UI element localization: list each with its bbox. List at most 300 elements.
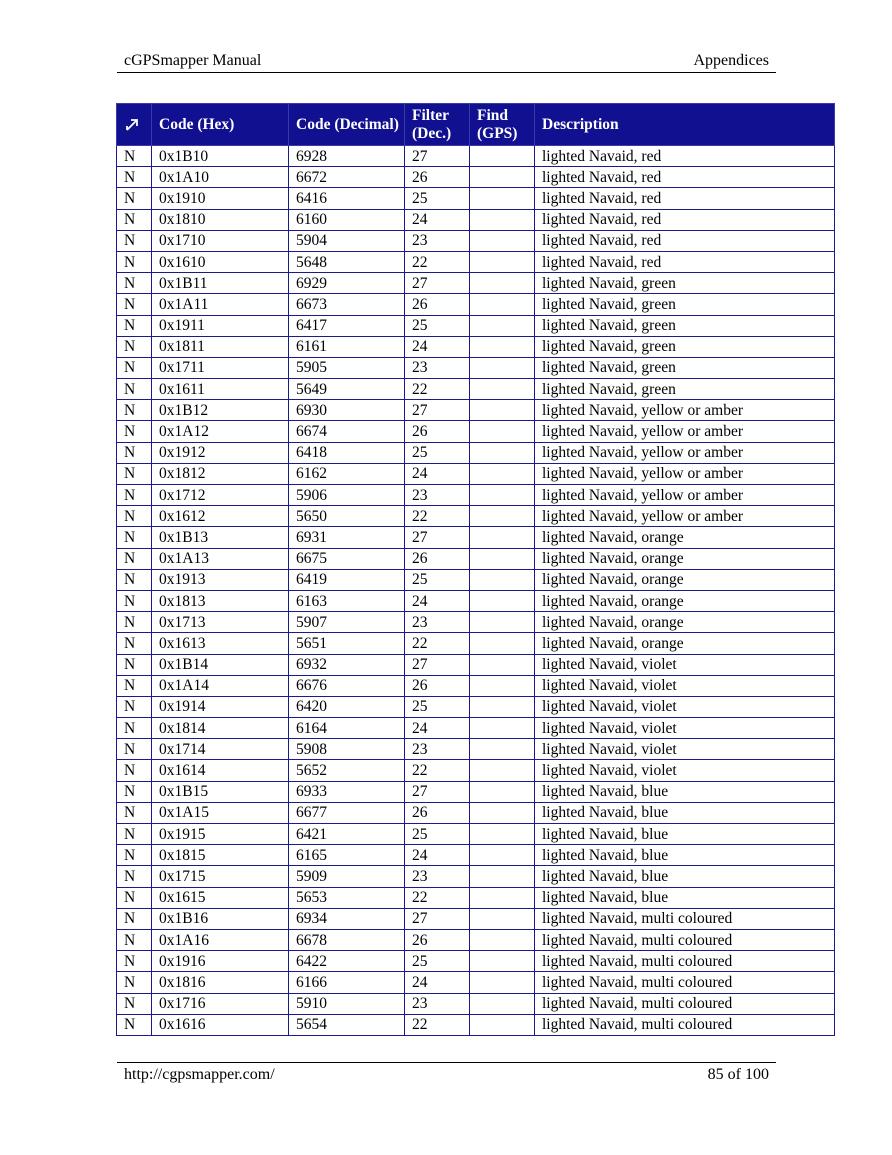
- find-cell: [470, 824, 535, 845]
- type-cell: N: [117, 273, 152, 294]
- filter-cell: 27: [405, 781, 470, 802]
- filter-cell: 27: [405, 908, 470, 929]
- description-cell: lighted Navaid, blue: [535, 802, 835, 823]
- code-hex-cell: 0x1612: [152, 506, 289, 527]
- type-cell: N: [117, 972, 152, 993]
- type-cell: N: [117, 209, 152, 230]
- find-cell: [470, 336, 535, 357]
- table-row: [117, 929, 835, 950]
- code-hex-cell: 0x1815: [152, 845, 289, 866]
- table-row: [117, 230, 835, 251]
- find-cell: [470, 760, 535, 781]
- description-cell: lighted Navaid, violet: [535, 654, 835, 675]
- type-cell: N: [117, 908, 152, 929]
- description-cell: lighted Navaid, red: [535, 188, 835, 209]
- type-cell: N: [117, 442, 152, 463]
- description-cell: lighted Navaid, orange: [535, 548, 835, 569]
- type-cell: N: [117, 887, 152, 908]
- code-decimal-cell: 6933: [289, 781, 405, 802]
- table-row: [117, 209, 835, 230]
- filter-cell: 23: [405, 485, 470, 506]
- code-decimal-cell: 6676: [289, 675, 405, 696]
- find-cell: [470, 506, 535, 527]
- table-row: [117, 1014, 835, 1035]
- table-row: [117, 485, 835, 506]
- find-cell: [470, 612, 535, 633]
- header-code-hex: Code (Hex): [152, 104, 289, 146]
- description-cell: lighted Navaid, violet: [535, 760, 835, 781]
- code-decimal-cell: 5650: [289, 506, 405, 527]
- find-cell: [470, 718, 535, 739]
- filter-cell: 25: [405, 951, 470, 972]
- table-row: [117, 654, 835, 675]
- find-cell: [470, 908, 535, 929]
- header-type-icon-cell: [117, 104, 152, 146]
- description-cell: lighted Navaid, yellow or amber: [535, 421, 835, 442]
- filter-cell: 22: [405, 887, 470, 908]
- filter-cell: 23: [405, 357, 470, 378]
- find-cell: [470, 929, 535, 950]
- filter-cell: 25: [405, 696, 470, 717]
- type-cell: N: [117, 336, 152, 357]
- code-decimal-cell: 6417: [289, 315, 405, 336]
- code-hex-cell: 0x1610: [152, 251, 289, 272]
- find-cell: [470, 548, 535, 569]
- find-cell: [470, 972, 535, 993]
- description-cell: lighted Navaid, yellow or amber: [535, 506, 835, 527]
- description-cell: lighted Navaid, multi coloured: [535, 1014, 835, 1035]
- code-hex-cell: 0x1B10: [152, 146, 289, 167]
- filter-cell: 26: [405, 802, 470, 823]
- description-cell: lighted Navaid, blue: [535, 824, 835, 845]
- type-cell: N: [117, 993, 152, 1014]
- filter-cell: 23: [405, 993, 470, 1014]
- code-decimal-cell: 6674: [289, 421, 405, 442]
- code-decimal-cell: 6162: [289, 463, 405, 484]
- description-cell: lighted Navaid, red: [535, 230, 835, 251]
- type-cell: N: [117, 167, 152, 188]
- code-hex-cell: 0x1913: [152, 569, 289, 590]
- table-row: [117, 781, 835, 802]
- code-decimal-cell: 6677: [289, 802, 405, 823]
- description-cell: lighted Navaid, multi coloured: [535, 972, 835, 993]
- header-description: Description: [535, 104, 835, 146]
- code-hex-cell: 0x1813: [152, 590, 289, 611]
- find-cell: [470, 379, 535, 400]
- description-cell: lighted Navaid, multi coloured: [535, 908, 835, 929]
- code-decimal-cell: 6931: [289, 527, 405, 548]
- code-hex-cell: 0x1A15: [152, 802, 289, 823]
- find-cell: [470, 1014, 535, 1035]
- table-row: [117, 760, 835, 781]
- code-hex-cell: 0x1B13: [152, 527, 289, 548]
- filter-cell: 25: [405, 824, 470, 845]
- type-cell: N: [117, 760, 152, 781]
- filter-cell: 25: [405, 315, 470, 336]
- find-cell: [470, 209, 535, 230]
- filter-cell: 27: [405, 146, 470, 167]
- find-cell: [470, 463, 535, 484]
- filter-cell: 23: [405, 230, 470, 251]
- find-cell: [470, 146, 535, 167]
- type-cell: N: [117, 315, 152, 336]
- code-hex-cell: 0x1A14: [152, 675, 289, 696]
- code-decimal-cell: 6930: [289, 400, 405, 421]
- type-cell: N: [117, 230, 152, 251]
- description-cell: lighted Navaid, violet: [535, 675, 835, 696]
- find-cell: [470, 993, 535, 1014]
- table-row: [117, 315, 835, 336]
- code-hex-cell: 0x1615: [152, 887, 289, 908]
- description-cell: lighted Navaid, red: [535, 146, 835, 167]
- description-cell: lighted Navaid, blue: [535, 845, 835, 866]
- type-cell: N: [117, 485, 152, 506]
- description-cell: lighted Navaid, green: [535, 336, 835, 357]
- filter-cell: 22: [405, 506, 470, 527]
- page-footer: [117, 1062, 776, 1083]
- type-cell: N: [117, 357, 152, 378]
- table-row: [117, 167, 835, 188]
- code-decimal-cell: 5652: [289, 760, 405, 781]
- type-cell: N: [117, 866, 152, 887]
- filter-cell: 22: [405, 633, 470, 654]
- code-hex-cell: 0x1811: [152, 336, 289, 357]
- table-row: [117, 675, 835, 696]
- code-decimal-cell: 5909: [289, 866, 405, 887]
- code-decimal-cell: 6416: [289, 188, 405, 209]
- type-cell: N: [117, 527, 152, 548]
- table-row: [117, 569, 835, 590]
- code-decimal-cell: 5907: [289, 612, 405, 633]
- code-hex-cell: 0x1B12: [152, 400, 289, 421]
- description-cell: lighted Navaid, yellow or amber: [535, 442, 835, 463]
- table-row: [117, 421, 835, 442]
- description-cell: lighted Navaid, yellow or amber: [535, 463, 835, 484]
- code-decimal-cell: 5904: [289, 230, 405, 251]
- header-code-decimal: Code (Decimal): [289, 104, 405, 146]
- code-hex-cell: 0x1915: [152, 824, 289, 845]
- code-decimal-cell: 6420: [289, 696, 405, 717]
- description-cell: lighted Navaid, green: [535, 357, 835, 378]
- code-hex-cell: 0x1A11: [152, 294, 289, 315]
- code-decimal-cell: 6928: [289, 146, 405, 167]
- find-cell: [470, 421, 535, 442]
- code-decimal-cell: 5654: [289, 1014, 405, 1035]
- table-row: [117, 824, 835, 845]
- type-cell: N: [117, 696, 152, 717]
- find-cell: [470, 273, 535, 294]
- find-cell: [470, 696, 535, 717]
- find-cell: [470, 442, 535, 463]
- code-decimal-cell: 5910: [289, 993, 405, 1014]
- code-hex-cell: 0x1B16: [152, 908, 289, 929]
- description-cell: lighted Navaid, orange: [535, 590, 835, 611]
- description-cell: lighted Navaid, multi coloured: [535, 951, 835, 972]
- table-row: [117, 379, 835, 400]
- code-decimal-cell: 6163: [289, 590, 405, 611]
- code-hex-cell: 0x1A16: [152, 929, 289, 950]
- find-cell: [470, 230, 535, 251]
- filter-cell: 26: [405, 929, 470, 950]
- filter-cell: 25: [405, 188, 470, 209]
- filter-cell: 26: [405, 294, 470, 315]
- table-header-row: [117, 104, 835, 146]
- find-cell: [470, 951, 535, 972]
- code-decimal-cell: 5653: [289, 887, 405, 908]
- code-hex-cell: 0x1812: [152, 463, 289, 484]
- filter-cell: 25: [405, 569, 470, 590]
- table-row: [117, 739, 835, 760]
- find-cell: [470, 569, 535, 590]
- description-cell: lighted Navaid, violet: [535, 696, 835, 717]
- type-cell: N: [117, 929, 152, 950]
- description-cell: lighted Navaid, violet: [535, 739, 835, 760]
- description-cell: lighted Navaid, orange: [535, 569, 835, 590]
- code-decimal-cell: 6165: [289, 845, 405, 866]
- filter-cell: 27: [405, 654, 470, 675]
- filter-cell: 25: [405, 442, 470, 463]
- code-hex-cell: 0x1A10: [152, 167, 289, 188]
- filter-cell: 23: [405, 612, 470, 633]
- diagonal-arrow-icon: [124, 117, 140, 133]
- type-cell: N: [117, 781, 152, 802]
- code-hex-cell: 0x1916: [152, 951, 289, 972]
- type-cell: N: [117, 294, 152, 315]
- table-row: [117, 463, 835, 484]
- code-decimal-cell: 6160: [289, 209, 405, 230]
- table-row: [117, 188, 835, 209]
- find-cell: [470, 590, 535, 611]
- find-cell: [470, 802, 535, 823]
- description-cell: lighted Navaid, green: [535, 315, 835, 336]
- table-row: [117, 400, 835, 421]
- type-cell: N: [117, 802, 152, 823]
- section-title: Appendices: [693, 52, 769, 69]
- description-cell: lighted Navaid, green: [535, 273, 835, 294]
- type-cell: N: [117, 506, 152, 527]
- table-row: [117, 251, 835, 272]
- footer-url: http://cgpsmapper.com/: [124, 1066, 275, 1083]
- description-cell: lighted Navaid, blue: [535, 866, 835, 887]
- filter-cell: 24: [405, 718, 470, 739]
- filter-cell: 27: [405, 273, 470, 294]
- find-cell: [470, 251, 535, 272]
- table-row: [117, 357, 835, 378]
- description-cell: lighted Navaid, orange: [535, 612, 835, 633]
- code-hex-cell: 0x1712: [152, 485, 289, 506]
- code-hex-cell: 0x1715: [152, 866, 289, 887]
- type-cell: N: [117, 146, 152, 167]
- code-hex-cell: 0x1713: [152, 612, 289, 633]
- description-cell: lighted Navaid, green: [535, 379, 835, 400]
- code-hex-cell: 0x1613: [152, 633, 289, 654]
- header-filter: Filter (Dec.): [405, 104, 470, 146]
- code-decimal-cell: 6934: [289, 908, 405, 929]
- table-row: [117, 273, 835, 294]
- code-hex-cell: 0x1A12: [152, 421, 289, 442]
- filter-cell: 24: [405, 590, 470, 611]
- filter-cell: 24: [405, 209, 470, 230]
- filter-cell: 24: [405, 463, 470, 484]
- find-cell: [470, 188, 535, 209]
- code-hex-cell: 0x1714: [152, 739, 289, 760]
- code-decimal-cell: 5905: [289, 357, 405, 378]
- type-cell: N: [117, 739, 152, 760]
- table-row: [117, 802, 835, 823]
- table-row: [117, 908, 835, 929]
- code-decimal-cell: 5649: [289, 379, 405, 400]
- code-hex-cell: 0x1810: [152, 209, 289, 230]
- filter-cell: 27: [405, 527, 470, 548]
- code-decimal-cell: 6932: [289, 654, 405, 675]
- table-row: [117, 612, 835, 633]
- code-decimal-cell: 5648: [289, 251, 405, 272]
- type-cell: N: [117, 251, 152, 272]
- type-cell: N: [117, 548, 152, 569]
- find-cell: [470, 887, 535, 908]
- filter-cell: 27: [405, 400, 470, 421]
- code-hex-cell: 0x1814: [152, 718, 289, 739]
- code-hex-cell: 0x1B11: [152, 273, 289, 294]
- table-row: [117, 696, 835, 717]
- table-row: [117, 548, 835, 569]
- code-hex-cell: 0x1B14: [152, 654, 289, 675]
- table-row: [117, 972, 835, 993]
- table-row: [117, 590, 835, 611]
- code-decimal-cell: 5651: [289, 633, 405, 654]
- table-row: [117, 442, 835, 463]
- table-row: [117, 951, 835, 972]
- find-cell: [470, 315, 535, 336]
- find-cell: [470, 485, 535, 506]
- filter-cell: 23: [405, 866, 470, 887]
- type-cell: N: [117, 675, 152, 696]
- code-hex-cell: 0x1910: [152, 188, 289, 209]
- table-row: [117, 336, 835, 357]
- table-row: [117, 718, 835, 739]
- type-cell: N: [117, 633, 152, 654]
- code-hex-cell: 0x1A13: [152, 548, 289, 569]
- code-hex-cell: 0x1614: [152, 760, 289, 781]
- code-hex-cell: 0x1911: [152, 315, 289, 336]
- filter-cell: 26: [405, 675, 470, 696]
- find-cell: [470, 781, 535, 802]
- table-row: [117, 993, 835, 1014]
- filter-cell: 24: [405, 336, 470, 357]
- table-row: [117, 845, 835, 866]
- code-decimal-cell: 6673: [289, 294, 405, 315]
- code-hex-cell: 0x1816: [152, 972, 289, 993]
- type-cell: N: [117, 421, 152, 442]
- type-cell: N: [117, 379, 152, 400]
- code-hex-cell: 0x1914: [152, 696, 289, 717]
- filter-cell: 22: [405, 760, 470, 781]
- code-decimal-cell: 6421: [289, 824, 405, 845]
- table-row: [117, 146, 835, 167]
- find-cell: [470, 167, 535, 188]
- filter-cell: 22: [405, 1014, 470, 1035]
- header-find: Find (GPS): [470, 104, 535, 146]
- type-cell: N: [117, 400, 152, 421]
- description-cell: lighted Navaid, blue: [535, 887, 835, 908]
- navaid-codes-table: [116, 103, 835, 1036]
- type-cell: N: [117, 569, 152, 590]
- code-decimal-cell: 6678: [289, 929, 405, 950]
- find-cell: [470, 654, 535, 675]
- code-hex-cell: 0x1611: [152, 379, 289, 400]
- filter-cell: 24: [405, 845, 470, 866]
- description-cell: lighted Navaid, orange: [535, 633, 835, 654]
- type-cell: N: [117, 463, 152, 484]
- description-cell: lighted Navaid, yellow or amber: [535, 485, 835, 506]
- type-cell: N: [117, 1014, 152, 1035]
- manual-title: cGPSmapper Manual: [124, 52, 262, 69]
- filter-cell: 24: [405, 972, 470, 993]
- code-decimal-cell: 6929: [289, 273, 405, 294]
- find-cell: [470, 739, 535, 760]
- type-cell: N: [117, 654, 152, 675]
- type-cell: N: [117, 824, 152, 845]
- type-cell: N: [117, 951, 152, 972]
- find-cell: [470, 400, 535, 421]
- code-decimal-cell: 6161: [289, 336, 405, 357]
- code-hex-cell: 0x1711: [152, 357, 289, 378]
- description-cell: lighted Navaid, red: [535, 167, 835, 188]
- code-hex-cell: 0x1716: [152, 993, 289, 1014]
- find-cell: [470, 675, 535, 696]
- type-cell: N: [117, 845, 152, 866]
- description-cell: lighted Navaid, yellow or amber: [535, 400, 835, 421]
- filter-cell: 26: [405, 167, 470, 188]
- table-row: [117, 887, 835, 908]
- code-hex-cell: 0x1710: [152, 230, 289, 251]
- code-decimal-cell: 6418: [289, 442, 405, 463]
- code-decimal-cell: 6672: [289, 167, 405, 188]
- filter-cell: 22: [405, 379, 470, 400]
- description-cell: lighted Navaid, multi coloured: [535, 993, 835, 1014]
- code-decimal-cell: 5906: [289, 485, 405, 506]
- find-cell: [470, 866, 535, 887]
- table-row: [117, 866, 835, 887]
- description-cell: lighted Navaid, green: [535, 294, 835, 315]
- code-hex-cell: 0x1616: [152, 1014, 289, 1035]
- type-cell: N: [117, 590, 152, 611]
- find-cell: [470, 845, 535, 866]
- description-cell: lighted Navaid, red: [535, 251, 835, 272]
- find-cell: [470, 527, 535, 548]
- find-cell: [470, 357, 535, 378]
- description-cell: lighted Navaid, orange: [535, 527, 835, 548]
- code-hex-cell: 0x1912: [152, 442, 289, 463]
- code-decimal-cell: 6422: [289, 951, 405, 972]
- filter-cell: 26: [405, 548, 470, 569]
- description-cell: lighted Navaid, blue: [535, 781, 835, 802]
- type-cell: N: [117, 612, 152, 633]
- code-decimal-cell: 5908: [289, 739, 405, 760]
- filter-cell: 26: [405, 421, 470, 442]
- code-hex-cell: 0x1B15: [152, 781, 289, 802]
- find-cell: [470, 294, 535, 315]
- code-decimal-cell: 6166: [289, 972, 405, 993]
- description-cell: lighted Navaid, red: [535, 209, 835, 230]
- description-cell: lighted Navaid, multi coloured: [535, 929, 835, 950]
- page-number: 85 of 100: [707, 1066, 769, 1083]
- filter-cell: 23: [405, 739, 470, 760]
- description-cell: lighted Navaid, violet: [535, 718, 835, 739]
- table-row: [117, 294, 835, 315]
- table-row: [117, 527, 835, 548]
- table-row: [117, 633, 835, 654]
